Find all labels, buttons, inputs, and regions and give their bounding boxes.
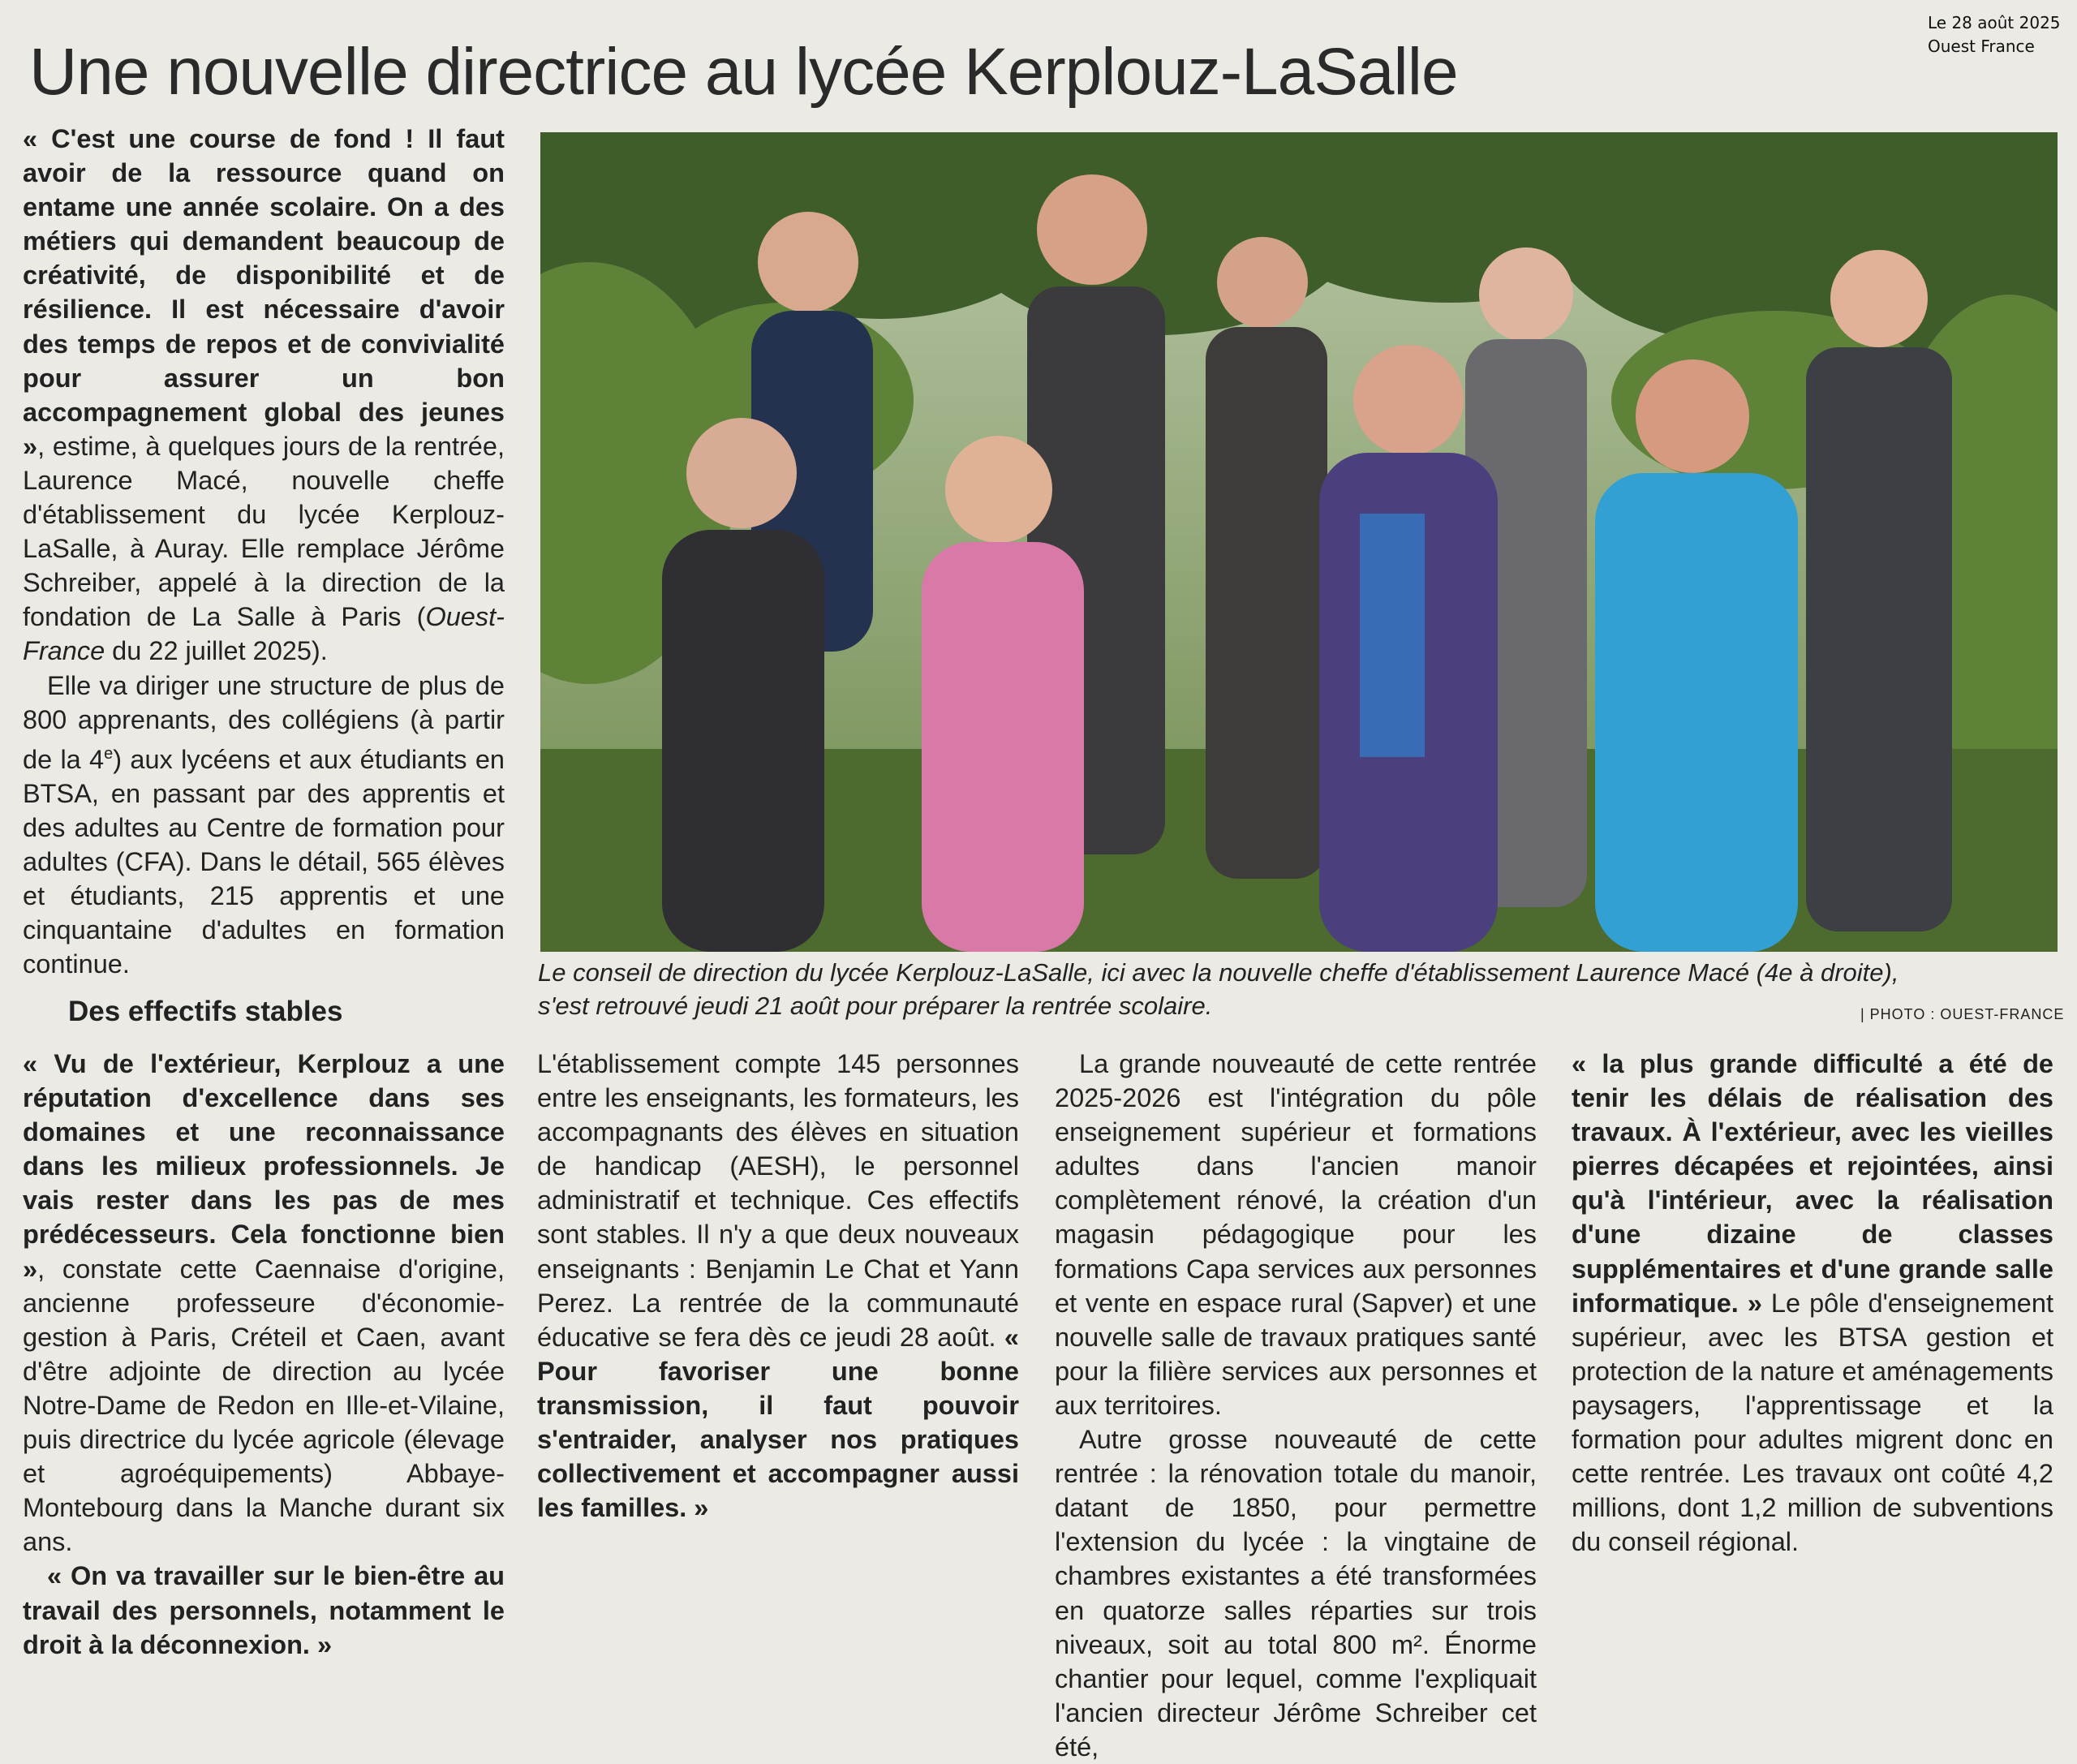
quote-wellbeing: « On va travailler sur le bien-être au travail des personnels, notamment le droit à la déconnexion. »: [23, 1561, 505, 1659]
article-column-4: [1055, 1047, 1537, 1764]
group-photo: [540, 132, 2058, 952]
group-photo-illustration: [540, 132, 2058, 952]
caption-line-1: Le conseil de direction du lycée Kerplouz-LaSalle, ici avec la nouvelle cheffe d'établissement Laurence Macé (4e à droite),: [538, 958, 1899, 987]
paragraph-2-end: ) aux lycéens et aux étudiants en BTSA, en passant par des apprentis et des adultes au Centre de formation pour adultes (CFA). Dans le détail, 565 élèves et étudiants, 215 apprentis et une cinquantaine d'adultes en formation continue.: [23, 744, 505, 979]
paragraph-2-text: Elle va diriger une structure de plus de 800 apprenants, des collégiens (à partir de la 4: [23, 670, 505, 774]
paragraph-1-end: du 22 juillet 2025).: [105, 636, 328, 666]
quote-transmission: « Pour favoriser une bonne transmission, il faut pouvoir s'entraider, analyser nos pratiques collectivement et accompagner aussi les familles. »: [537, 1322, 1019, 1523]
headline: Une nouvelle directrice au lycée Kerplouz-LaSalle: [29, 35, 1458, 109]
article-column-3: [537, 1047, 1019, 1525]
paragraph-4-start: [23, 1559, 505, 1661]
paragraph-5: La grande nouveauté de cette rentrée 2025-2026 est l'intégration du pôle enseignement supérieur et formations adultes dans l'ancien manoir complètement rénové, la création d'un magasin pédagogique pour les formations Capa services aux personnes et vente en espace rural (Sapver) et une nouvelle salle de travaux pratiques santé pour la filière services aux personnes et aux territoires.: [1055, 1049, 1537, 1420]
dateline-source: Ouest France: [1928, 37, 2035, 56]
quote-exterior: « Vu de l'extérieur, Kerplouz a une réputation d'excellence dans ses domaines et une reconnaissance dans les milieux professionnels. Je vais rester dans les pas de mes prédécesseurs. Cela fonctionne bien »: [23, 1049, 505, 1284]
paragraph-4: [537, 1047, 1019, 1525]
paragraph-1: [23, 122, 505, 669]
paragraph-3-text: , constate cette Caennaise d'origine, ancienne professeure d'économie-gestion à Paris, Créteil et Caen, avant d'être adjointe de direction au lycée Notre-Dame de Redon en Ille-et-Vilaine, puis directrice du lycée agricole (élevage et agroéquipements) Abbaye-Montebourg dans la Manche durant six ans.: [23, 1254, 505, 1557]
dateline-date: Le 28 août 2025: [1928, 13, 2061, 32]
paragraph-6-continued: [1572, 1047, 2053, 1559]
paragraph-2: [23, 669, 505, 982]
paragraph-4-text: L'établissement compte 145 personnes entre les enseignants, les formateurs, les accompagnants des élèves en situation de handicap (AESH), le personnel administratif et technique. Ces effectifs sont stables. Il n'y a que deux nouveaux enseignants : Benjamin Le Chat et Yann Perez. La rentrée de la communauté éducative se fera dès ce jeudi 28 août.: [537, 1049, 1019, 1352]
superscript-e: e: [104, 744, 114, 763]
photo-credit: | PHOTO : OUEST-FRANCE: [1860, 1006, 2065, 1022]
paragraph-3: [23, 1047, 505, 1559]
dateline: [1928, 11, 2074, 58]
opening-quote: « C'est une course de fond ! Il faut avoir de la ressource quand on entame une année scolaire. On a des métiers qui demandent beaucoup de créativité, de disponibilité et de résilience. Il est nécessaire d'avoir des temps de repos et de convivialité pour assurer un bon accompagnement global des jeunes »: [23, 124, 505, 461]
caption-line-2: s'est retrouvé jeudi 21 août pour préparer la rentrée scolaire.: [538, 992, 1213, 1020]
paragraph-6-end: Le pôle d'enseignement supérieur, avec les BTSA gestion et protection de la nature et aménagements paysagers, l'apprentissage et la formation pour adultes migrent donc en cette rentrée. Les travaux ont coûté 4,2 millions, dont 1,2 million de subventions du conseil régional.: [1572, 1288, 2053, 1557]
paragraph-6: Autre grosse nouveauté de cette rentrée : la rénovation totale du manoir, datant de 1850, pour permettre l'extension du lycée : la vingtaine de chambres existantes a été transformées en quatorze salles réparties sur trois niveaux, soit au total 800 m². Énorme chantier pour lequel, comme l'expliquait l'ancien directeur Jérôme Schreiber cet été,: [1055, 1425, 1537, 1762]
article-column-1: [23, 122, 505, 1044]
paragraph-1-text: , estime, à quelques jours de la rentrée, Laurence Macé, nouvelle cheffe d'établissement du lycée Kerplouz-LaSalle, à Auray. Elle remplace Jérôme Schreiber, appelé à la direction de la fondation de La Salle à Paris (: [23, 431, 505, 632]
article-column-5: [1572, 1047, 2053, 1559]
subheading: Des effectifs stables: [68, 996, 343, 1028]
quote-works: « la plus grande difficulté a été de tenir les délais de réalisation des travaux. À l'extérieur, avec les vieilles pierres décapées et rejointées, ainsi qu'à l'intérieur, avec la réalisation d'une dizaine de classes supplémentaires et d'une grande salle informatique. »: [1572, 1049, 2053, 1318]
article-column-2: [23, 1047, 505, 1662]
reference-newspaper: Ouest-France: [23, 602, 505, 666]
photo-caption: [538, 956, 2063, 1022]
